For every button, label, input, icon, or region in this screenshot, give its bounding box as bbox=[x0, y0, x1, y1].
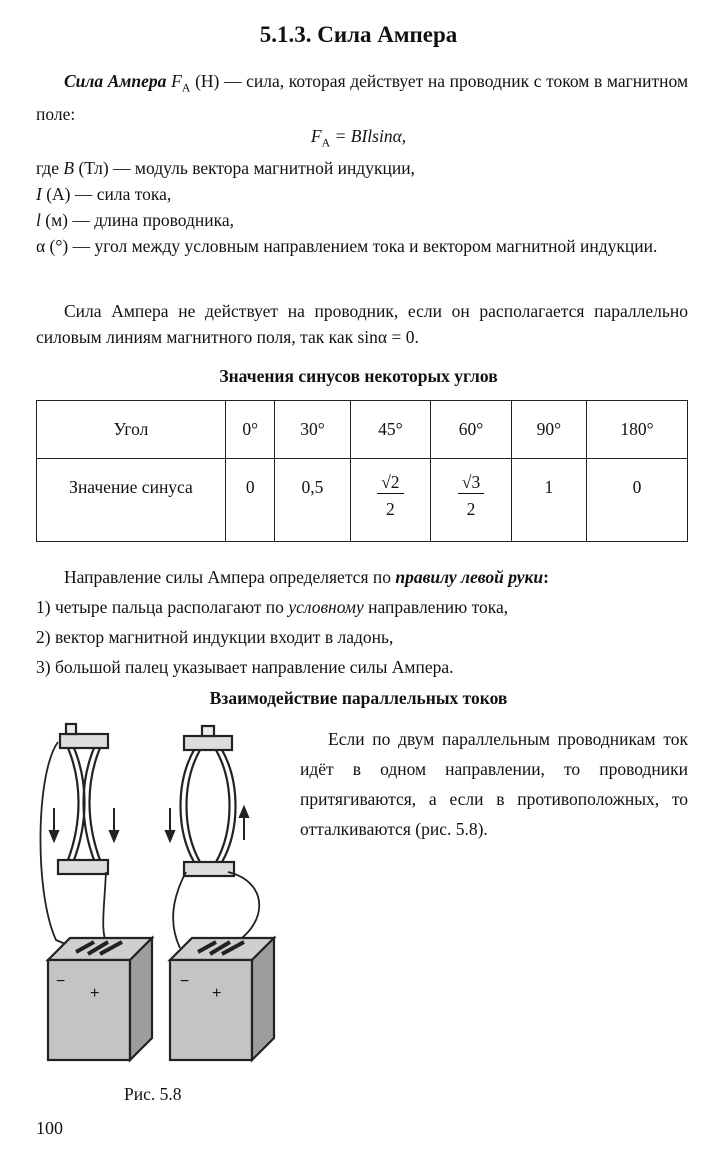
intro-rest: (Н) — сила, которая действует на проводник с током в магнитном поле: bbox=[36, 71, 689, 124]
definition-i bbox=[36, 181, 688, 207]
left-battery-minus: − bbox=[56, 973, 66, 990]
definition-text: (Тл) — модуль вектора магнитной индукции, bbox=[74, 158, 415, 178]
sqrt-sign: √ bbox=[381, 472, 391, 492]
rule-item-emphasis: условному bbox=[288, 597, 364, 617]
left-conductors-illustration bbox=[40, 724, 119, 952]
table-cell: 1 bbox=[511, 459, 586, 542]
table-cell: 180° bbox=[587, 401, 688, 459]
left-hand-rule bbox=[36, 562, 688, 682]
right-battery-plus: + bbox=[212, 985, 222, 1002]
formula-rhs: = BIlsinα, bbox=[330, 126, 407, 146]
table-cell: 30° bbox=[275, 401, 350, 459]
rule-item-1 bbox=[36, 592, 688, 622]
definition-symbol: I bbox=[36, 184, 42, 204]
definition-text: (°) — угол между условным направлением тока и вектором магнитной индукции. bbox=[45, 236, 658, 256]
definition-text: (А) — сила тока, bbox=[41, 184, 172, 204]
denominator: 2 bbox=[466, 499, 476, 519]
table-cell-label: Угол bbox=[37, 401, 226, 459]
rule-item-2 bbox=[36, 622, 688, 652]
rule-name: правилу левой руки bbox=[395, 567, 544, 587]
rule-lead-line bbox=[36, 562, 688, 592]
intro-symbol-sub: A bbox=[181, 80, 191, 95]
intro-term: Сила Ампера bbox=[64, 71, 167, 91]
definition-alpha bbox=[36, 233, 688, 259]
fraction-sqrt3-over-2 bbox=[458, 471, 484, 520]
page-number: 100 bbox=[36, 1118, 63, 1138]
rule-lead: Направление силы Ампера определяется по bbox=[64, 567, 396, 587]
left-battery-illustration bbox=[48, 938, 152, 1060]
formula-lhs-sub: A bbox=[321, 135, 331, 150]
denominator: 2 bbox=[385, 499, 395, 519]
parallel-currents-text bbox=[300, 724, 688, 844]
table-row-sines bbox=[37, 459, 688, 542]
table-cell: 45° bbox=[350, 401, 431, 459]
figure-parallel-currents bbox=[30, 712, 290, 1072]
table-cell-label: Значение синуса bbox=[37, 459, 226, 542]
table-cell: 0 bbox=[226, 459, 275, 542]
ampere-formula bbox=[0, 126, 717, 151]
definitions-list bbox=[36, 155, 688, 259]
right-battery-illustration bbox=[170, 938, 274, 1060]
intro-paragraph bbox=[36, 68, 688, 127]
definition-l bbox=[36, 207, 688, 233]
note-paragraph: Сила Ампера не действует на проводник, если он располагается параллельно силовым линиям магнитного поля, так как sinα = 0. bbox=[36, 301, 688, 347]
rule-item-text: 1) четыре пальца располагают по bbox=[36, 597, 289, 617]
definition-symbol: B bbox=[63, 158, 75, 178]
table-cell-frac bbox=[350, 459, 431, 542]
rule-item-text: 2) вектор магнитной индукции входит в ладонь, bbox=[36, 627, 394, 647]
sqrt-sign: √ bbox=[461, 472, 472, 492]
rule-colon: : bbox=[543, 567, 549, 587]
intro-symbol: F bbox=[171, 71, 182, 91]
table-row-angles bbox=[37, 401, 688, 459]
rule-item-text-end: направлению тока, bbox=[363, 597, 509, 617]
definition-symbol: α bbox=[36, 236, 46, 256]
table-cell: 60° bbox=[431, 401, 512, 459]
rule-item-text: 3) большой палец указывает направление силы Ампера. bbox=[36, 657, 454, 677]
section-title: 5.1.3. Сила Ампера bbox=[259, 22, 458, 47]
definition-b bbox=[36, 155, 688, 181]
table-cell: 0,5 bbox=[275, 459, 350, 542]
fraction-sqrt2-over-2 bbox=[377, 471, 403, 520]
table-cell: 90° bbox=[511, 401, 586, 459]
rule-item-3 bbox=[36, 652, 688, 682]
left-battery-plus: + bbox=[90, 985, 100, 1002]
radicand: 3 bbox=[471, 472, 481, 492]
figure-caption: Рис. 5.8 bbox=[124, 1084, 182, 1104]
formula-lhs: F bbox=[310, 126, 322, 146]
right-battery-minus: − bbox=[180, 973, 190, 990]
subsection-title: Взаимодействие параллельных токов bbox=[209, 688, 508, 708]
table-cell-frac bbox=[431, 459, 512, 542]
definition-symbol: l bbox=[36, 210, 41, 230]
parallel-currents-sentence: Если по двум параллельным проводникам ток идёт в одном направлении, то проводники притягиваются, а если в противоположных, то отталкиваются (рис. 5.8). bbox=[300, 729, 688, 839]
table-cell: 0 bbox=[587, 459, 688, 542]
definition-prefix: где bbox=[36, 158, 64, 178]
sine-table bbox=[36, 400, 688, 542]
table-caption: Значения синусов некоторых углов bbox=[219, 366, 498, 386]
radicand: 2 bbox=[390, 472, 400, 492]
table-cell: 0° bbox=[226, 401, 275, 459]
definition-text: (м) — длина проводника, bbox=[40, 210, 235, 230]
right-conductors-illustration bbox=[165, 726, 259, 948]
